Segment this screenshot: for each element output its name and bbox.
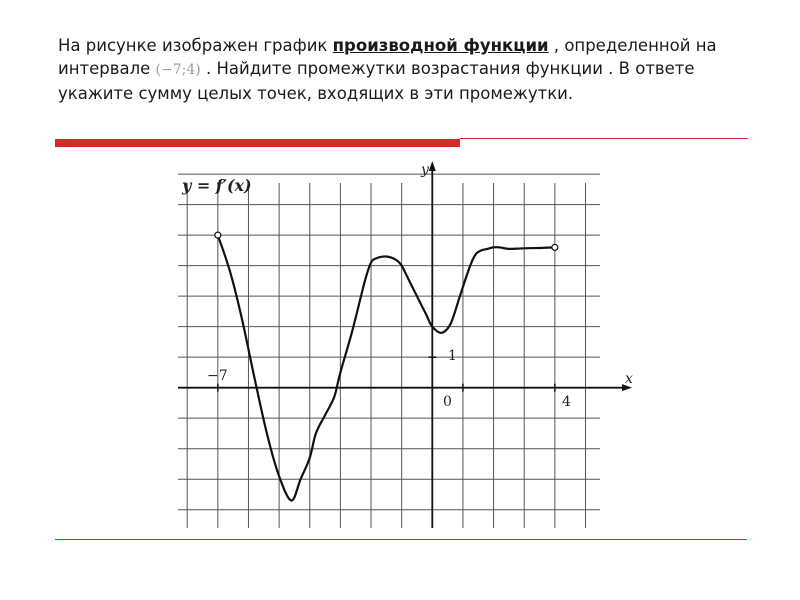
- tick-label-origin: 0: [443, 394, 452, 410]
- axes: [178, 161, 632, 528]
- chart-function-label: y = f′(x): [182, 176, 252, 195]
- derivative-emphasis: производной функции: [332, 36, 549, 55]
- open-endpoint: [552, 244, 558, 250]
- tick-label-minus-7: −7: [207, 368, 228, 384]
- task-text-part-3: . Найдите промежутки возрастания функции . В ответе укажите сумму целых точек, входящих в эти промежутки.: [58, 59, 695, 103]
- task-text-part-1: На рисунке изображен график: [58, 36, 333, 55]
- open-endpoint: [215, 232, 221, 238]
- task-text-part-2: , определенной на интервале: [58, 36, 717, 78]
- grid: [178, 174, 600, 528]
- x-axis-label: x: [625, 371, 633, 387]
- y-axis-label: y: [421, 162, 429, 178]
- derivative-curve: [218, 235, 555, 500]
- interval-notation: (−7;4): [155, 62, 201, 78]
- tick-label-4: 4: [562, 394, 571, 410]
- y-axis-arrow: [429, 161, 436, 171]
- tick-label-y-1: 1: [448, 348, 457, 364]
